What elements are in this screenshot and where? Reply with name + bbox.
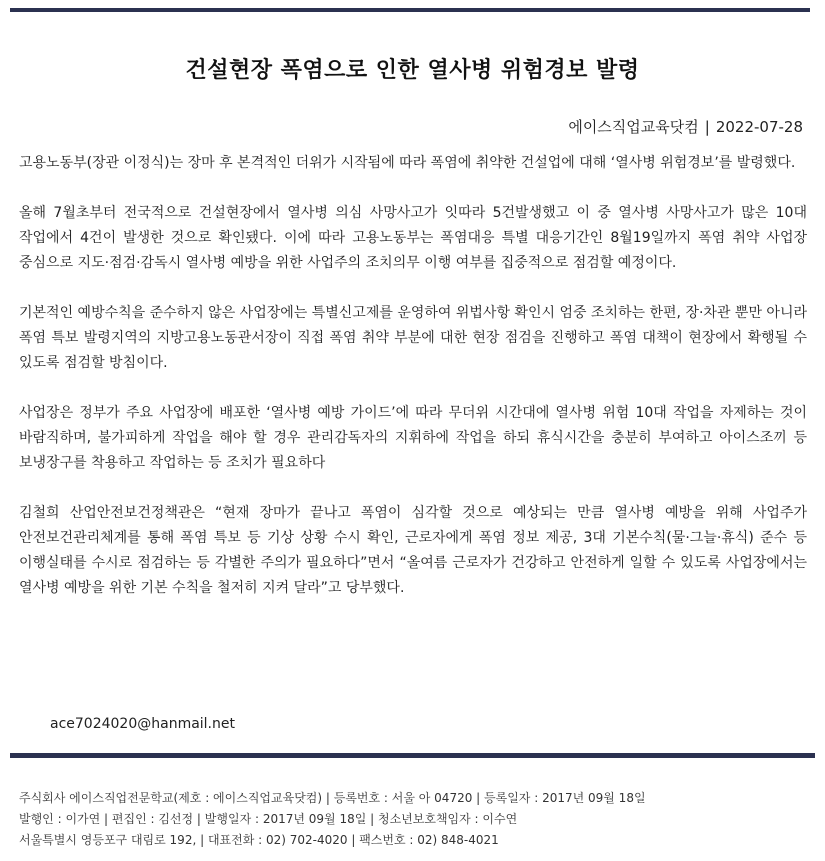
article-body: [19, 151, 807, 626]
article-paragraph-2: 올해 7월초부터 전국적으로 건설현장에서 열사병 의심 사망사고가 잇따라 5건발생했고 이 중 열사병 사망사고가 많은 10대 작업에서 4건이 발생한 것으로 확인됐다. 이에 따라 고용노동부는 폭염대응 특별 대응기간인 8월19일까지 폭염 취약 사업장 중심으로 지도·점검·감독시 열사병 예방을 위한 사업주의 조치의무 이행 여부를 집중적으로 점검할 예정이다.: [19, 205, 807, 271]
footer-publisher-info: 발행인 : 이가연 | 편집인 : 김선정 | 발행일자 : 2017년 09월 18일 | 청소년보호책임자 : 이수연: [19, 812, 518, 826]
article-paragraph-1: 고용노동부(장관 이정식)는 장마 후 본격적인 더위가 시작됨에 따라 폭염에 취약한 건설업에 대해 ‘열사병 위험경보’를 발령했다.: [19, 155, 796, 171]
article-date: 2022-07-28: [715, 118, 803, 136]
article-title: 건설현장 폭염으로 인한 열사병 위험경보 발령: [185, 57, 640, 83]
article-paragraph-5: 김철희 산업안전보건정책관은 “현재 장마가 끝나고 폭염이 심각할 것으로 예상되는 만큼 열사병 예방을 위해 사업주가 안전보건관리체계를 통해 폭염 특보 등 기상 상황 수시 확인, 근로자에게 폭염 정보 제공, 3대 기본수칙(물·그늘·휴식) 준수 등 이행실태를 수시로 점검하는 등 각별한 주의가 필요하다”면서 “올여름 근로자가 건강하고 안전하게 일할 수 있도록 사업장에서는 열사병 예방을 위한 기본 수칙을 철저히 지켜 달라”고 당부했다.: [19, 505, 807, 596]
byline-separator: |: [704, 118, 710, 136]
footer-company-info: 주식회사 에이스직업전문학교(제호 : 에이스직업교육닷컴) | 등록번호 : 서울 아 04720 | 등록일자 : 2017년 09월 18일: [19, 791, 646, 805]
top-divider: [10, 8, 810, 12]
reporter-email: ace7024020@hanmail.net: [50, 716, 235, 732]
site-footer: [19, 788, 819, 851]
article-paragraph-4: 사업장은 정부가 주요 사업장에 배포한 ‘열사병 예방 가이드’에 따라 무더위 시간대에 열사병 위험 10대 작업을 자제하는 것이 바람직하며, 불가피하게 작업을 해야 할 경우 관리감독자의 지휘하에 작업을 하되 휴식시간을 충분히 부여하고 아이스조끼 등 보냉장구를 착용하고 작업하는 등 조치가 필요하다: [19, 405, 807, 471]
article-source: 에이스직업교육닷컴: [568, 118, 699, 136]
bottom-divider: [10, 753, 815, 758]
byline: [568, 116, 803, 137]
footer-contact-info: 서울특별시 영등포구 대림로 192, | 대표전화 : 02) 702-4020 | 팩스번호 : 02) 848-4021: [19, 833, 499, 847]
article-paragraph-3: 기본적인 예방수칙을 준수하지 않은 사업장에는 특별신고제를 운영하여 위법사항 확인시 엄중 조치하는 한편, 장·차관 뿐만 아니라 폭염 특보 발령지역의 지방고용노동관서장이 직접 폭염 취약 부분에 대한 현장 점검을 진행하고 폭염 대책이 현장에서 확행될 수 있도록 점검할 방침이다.: [19, 305, 807, 371]
